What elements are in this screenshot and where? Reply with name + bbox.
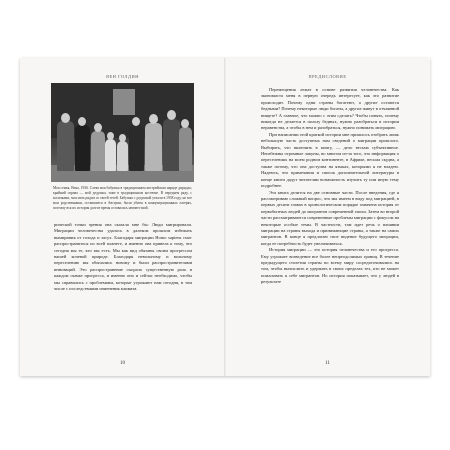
photo-person-head — [181, 119, 189, 128]
photo-person — [105, 139, 116, 171]
photo-person — [179, 127, 192, 171]
photo-person-head — [78, 117, 86, 126]
family-photo — [51, 83, 194, 182]
photo-person-head — [149, 114, 158, 124]
photo-person — [75, 125, 90, 171]
photo-person-head — [119, 134, 126, 142]
right-running-head: ПРЕДИСЛОВИЕ — [308, 74, 347, 79]
photo-person-head — [167, 110, 176, 120]
left-page — [20, 58, 225, 376]
left-running-head: ЯЕН ГОЛДИН — [106, 74, 139, 79]
photo-person-head — [107, 132, 114, 140]
photo-person — [117, 141, 128, 171]
photo-window — [113, 89, 135, 115]
photo-person-head — [94, 123, 102, 132]
left-body-text — [54, 222, 192, 292]
photo-person — [145, 123, 162, 171]
right-body-text — [261, 87, 399, 286]
photo-person-head — [132, 117, 140, 126]
photo-person — [163, 119, 180, 171]
photo-person — [57, 121, 74, 171]
photo-person — [129, 125, 144, 171]
photo-person-head — [61, 113, 70, 123]
left-page-number: 10 — [120, 361, 125, 366]
photo-caption: Моя семья, Вена, 1936. Слева моя бабушка в традиционном австрийском наряде дирндль; крайний справа — мой дедушка, тоже в традиционном костюме. В переднем ряду, с косичками, моя мать рядом со своей тетей. Бабушка с дедушкой уехали в 1938 году, но все мои родственники, оставшиеся в Австрии, были убиты в концентрационных лагерях, поэтому вся их история долгое время оставалась неизвестной. — [53, 186, 192, 210]
paragraph: При написании этой краткой истории мне пришлось отобрать лишь небольшую часть доступных нам сведений о миграции прошлого. Выбирать, что включить в книгу, — дело весьма субъективное. Неизбежны огромные лакуны, во многом из-за того, что информация о переселениях на моем родном континенте, в Африке, весьма скудна, а также потому, что она доступна на языках, которыми я не владею. Надеюсь, что примечания и список дополнительной литературы в конце книги дадут читателям возможность изучить ту или иную тему подробнее. — [261, 131, 399, 189]
paragraph: История миграции — это история человечества и его прогресса. Ему угрожает возведение все более непреодолимых границ. В течение предыдущего столетия страны по всему миру сосредоточивались на том, чтобы вычислить и удержать в своих пределах тех, кто не может пожаловать к себе мигрантов. Но история показывает, что у людей в результате — [261, 247, 399, 285]
book-spread — [20, 58, 430, 376]
paragraph: рической точки зрения она сказала мне бы: Люди мигрировали. Миграции человечества удалось в далеком прошлом избежать вымирания от голода и засух. Благодаря миграции Homo sapiens смог распространиться по всей планете, и именно она привела к тому, что сегодня мы те, кто мы есть. Мы как вид обязаны своим прогрессом нашей кочевой природе. Благодаря невольному и вольному переселению мы обычались новому и были распространителями инноваций. Это распространение сыграло существенную роль в каждом скачке прогресса, и именно оно и сейчас необходимо, чтобы мы справились с проблемами, которые угрожают нам сегодня, в том числе с последствиями изменения климата. — [54, 222, 192, 292]
photo-person — [91, 131, 105, 171]
paragraph: Эта книга делится на две основные части. После введения, где я рассматриваю сложный вопрос, что мы имеем в виду под миграцией, в первых десяти главах в хронологическом порядке охвачена история от первобытных людей до мигрантов современной эпохи. Затем во второй части рассматриваются современные проблемы миграции с фокусом на некоторые особые темы. В частности, там идет речь о влиянии миграции на страны выхода и принимающие страны, а также на самих мигрантов. В конце я предлагаю свое видение будущего миграции, когда ее потребность будет увеличиваться. — [261, 189, 399, 246]
right-page — [225, 58, 430, 376]
paragraph: Перемещения лежат в основе развития человечества. Как экономиста меня в первую очередь интересует, как это развитие происходит. Почему одни страны богатеют, а другие остаются бедными? Почему некоторые люди богаты, а другие живут в отчаянной нищете? А главное, что можно с этим сделать? Чтобы понять, почему никогда не делается в пользу бедных, нужно разобраться в истории неравенства, а чтобы в нем и разобраться, нужно понимать миграцию. — [261, 87, 399, 131]
right-page-number: 11 — [325, 361, 330, 366]
